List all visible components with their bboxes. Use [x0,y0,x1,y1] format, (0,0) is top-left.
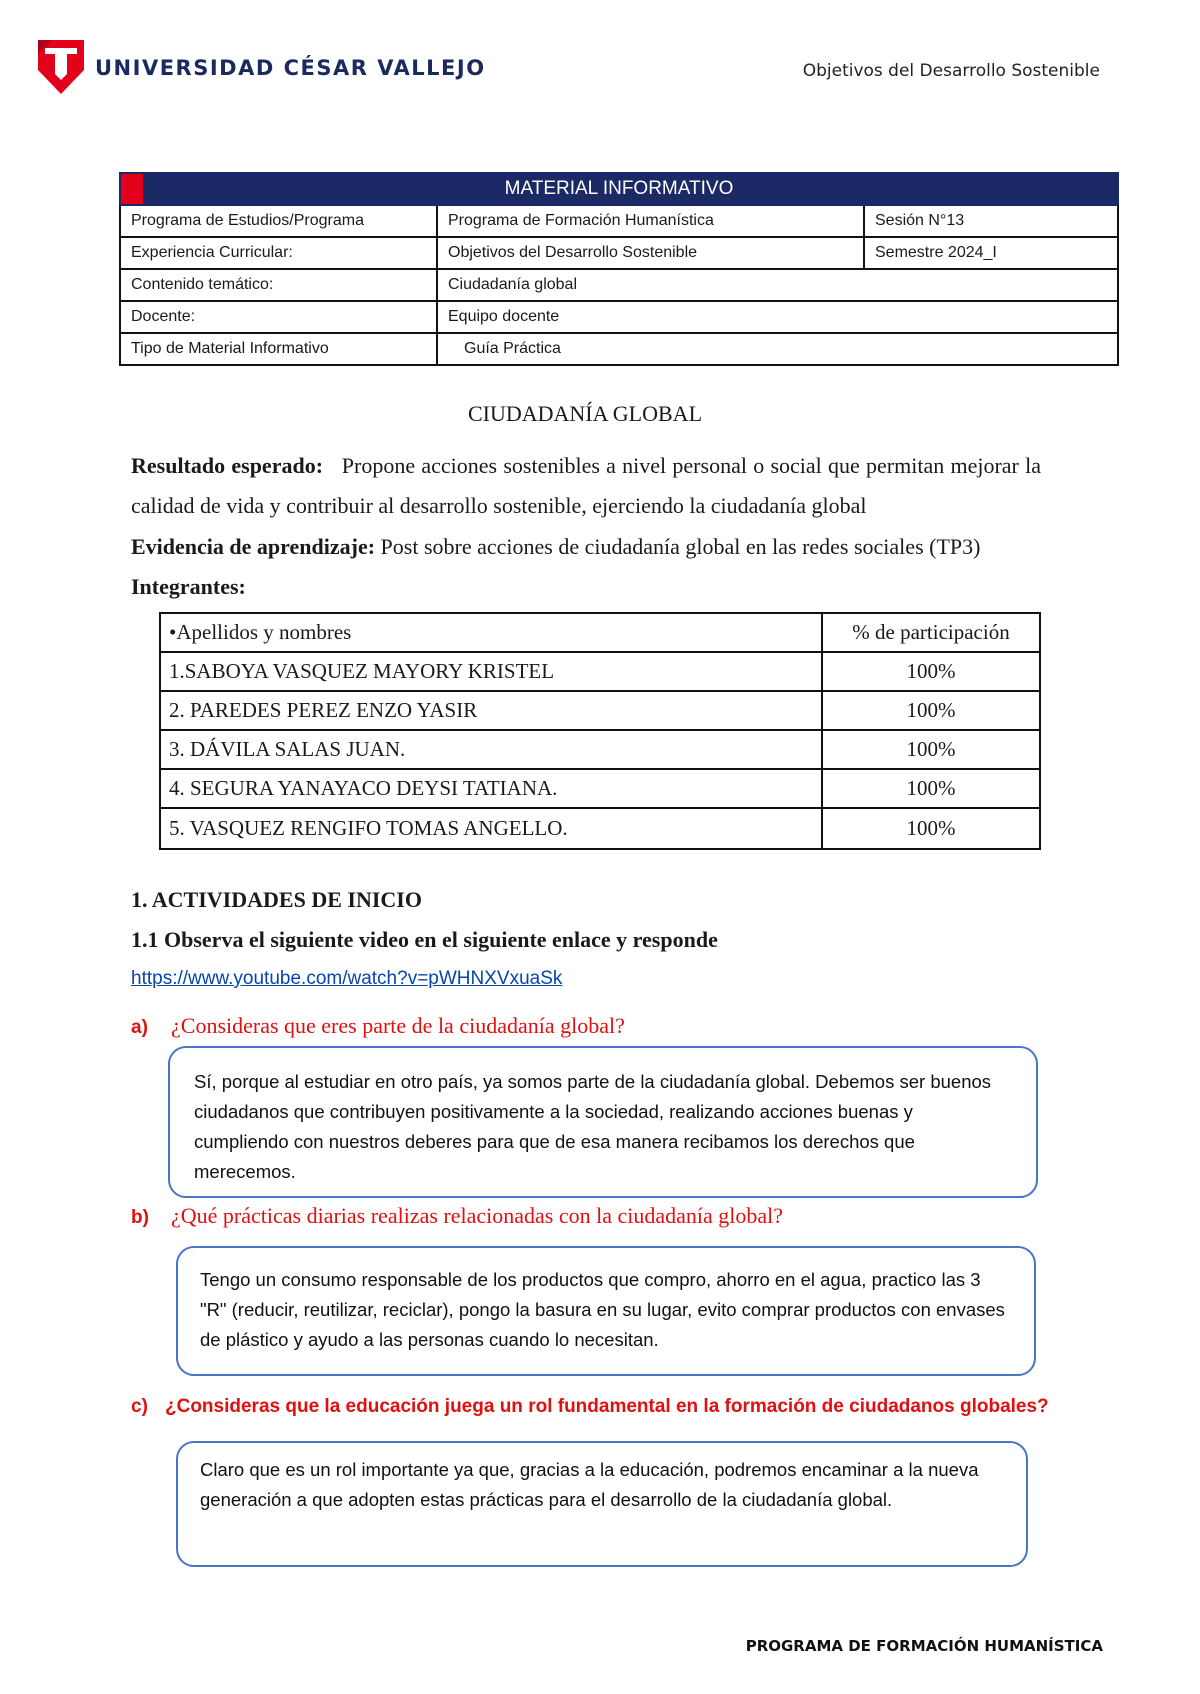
member-name: 3. DÁVILA SALAS JUAN. [160,730,822,769]
expected-result [131,446,1041,526]
member-name: 5. VASQUEZ RENGIFO TOMAS ANGELLO. [160,808,822,849]
activities-subtitle: 1.1 Observa el siguiente video en el siguiente enlace y responde [131,927,718,952]
table-row [160,808,1040,849]
member-participation: 100% [822,652,1040,691]
info-label: Programa de Estudios/Programa [120,205,437,237]
question-c [131,1396,1049,1418]
info-value: Equipo docente [437,301,1118,333]
info-label: Docente: [120,301,437,333]
header-participation: % de participación [822,613,1040,652]
activities-title: 1. ACTIVIDADES DE INICIO [131,887,422,912]
info-label: Contenido temático: [120,269,437,301]
info-extra: Sesión N°13 [864,205,1118,237]
page-footer: PROGRAMA DE FORMACIÓN HUMANÍSTICA [745,1637,1103,1655]
question-letter: a) [131,1017,148,1038]
member-participation: 100% [822,808,1040,849]
member-name: 1.SABOYA VASQUEZ MAYORY KRISTEL [160,652,822,691]
answer-box-a: Sí, porque al estudiar en otro país, ya somos parte de la ciudadanía global. Debemos ser buenos ciudadanos que contribuyen positivamente a la sociedad, realizando acciones buenas y cumpliendo con nuestros deberes para que de esa manera recibamos los derechos que merecemos. [168,1046,1038,1198]
info-row [120,333,1118,365]
members-header-row [160,613,1040,652]
info-row [120,269,1118,301]
info-table [119,172,1119,366]
member-participation: 100% [822,769,1040,808]
members-heading [131,567,246,607]
question-text: ¿Qué prácticas diarias realizas relacionadas con la ciudadanía global? [171,1203,784,1228]
question-text: ¿Consideras que eres parte de la ciudadanía global? [171,1013,625,1038]
member-name: 2. PAREDES PEREZ ENZO YASIR [160,691,822,730]
info-value: Programa de Formación Humanística [437,205,864,237]
info-value: Guía Práctica [437,333,1118,365]
member-participation: 100% [822,691,1040,730]
evidence-text: Post sobre acciones de ciudadanía global en las redes sociales (TP3) [380,534,981,559]
question-letter: c) [131,1396,148,1417]
info-title-text: MATERIAL INFORMATIVO [504,178,734,199]
learning-evidence [131,527,980,567]
answer-box-c: Claro que es un rol importante ya que, gracias a la educación, podremos encaminar a la nueva generación a que adopten estas prácticas para el desarrollo de la ciudadanía global. [176,1441,1028,1567]
members-table [159,612,1041,850]
member-participation: 100% [822,730,1040,769]
info-row [120,205,1118,237]
info-label: Tipo de Material Informativo [120,333,437,365]
table-row [160,730,1040,769]
answer-box-b: Tengo un consumo responsable de los productos que compro, ahorro en el agua, practico las 3 "R" (reducir, reutilizar, reciclar), pongo la basura en su lugar, evito comprar productos con envases de plástico y ayudo a las personas cuando lo necesitan. [176,1246,1036,1376]
university-name: UNIVERSIDAD CÉSAR VALLEJO [95,56,486,80]
university-logo-icon [38,40,84,94]
question-text: ¿Consideras que la educación juega un rol fundamental en la formación de ciudadanos globales? [165,1396,1049,1417]
info-table-title [120,173,1118,205]
info-value: Ciudadanía global [437,269,1118,301]
table-row [160,769,1040,808]
question-a [131,1013,625,1039]
header-name: •Apellidos y nombres [160,613,822,652]
info-row [120,301,1118,333]
member-name: 4. SEGURA YANAYACO DEYSI TATIANA. [160,769,822,808]
info-label: Experiencia Curricular: [120,237,437,269]
question-b [131,1203,783,1229]
info-extra: Semestre 2024_I [864,237,1118,269]
course-header: Objetivos del Desarrollo Sostenible [802,61,1100,81]
question-letter: b) [131,1207,149,1228]
table-row [160,691,1040,730]
evidence-label: Evidencia de aprendizaje: [131,534,376,559]
expected-result-label: Resultado esperado: [131,453,324,478]
page-title: CIUDADANÍA GLOBAL [467,401,703,426]
table-row [160,652,1040,691]
video-link[interactable]: https://www.youtube.com/watch?v=pWHNXVxuaSk [131,968,563,989]
info-row [120,237,1118,269]
expected-result-text: Propone acciones sostenibles a nivel personal o social que permitan mejorar la calidad de vida y contribuir al desarrollo sostenible, ejerciendo la ciudadanía global [131,453,1042,518]
members-label: Integrantes: [131,574,246,599]
red-accent-block [121,174,143,204]
info-value: Objetivos del Desarrollo Sostenible [437,237,864,269]
